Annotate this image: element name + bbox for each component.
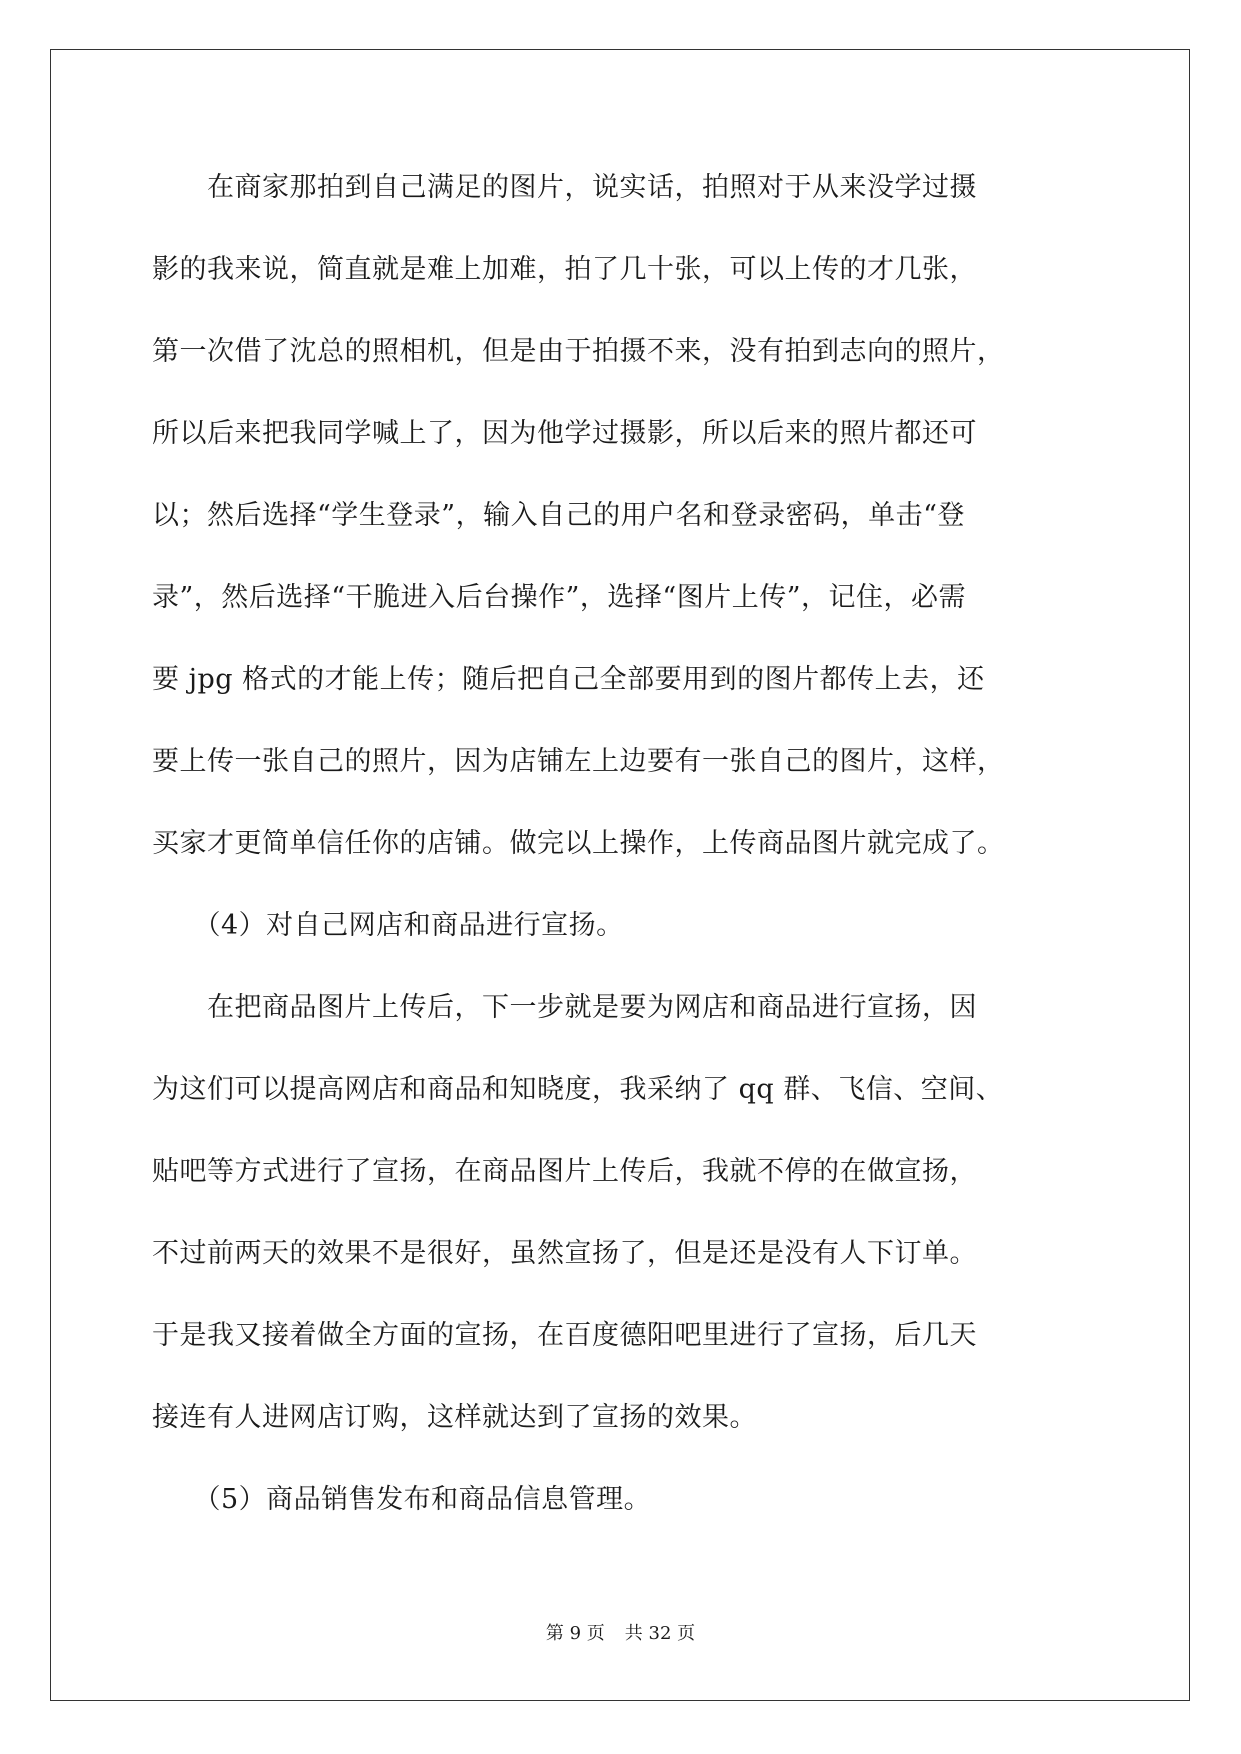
text-line: 在商家那拍到自己满足的图片，说实话，拍照对于从来没学过摄: [152, 172, 977, 203]
text-line: 接连有人进网店订购，这样就达到了宣扬的效果。: [152, 1402, 757, 1433]
text-line: 于是我又接着做全方面的宣扬，在百度德阳吧里进行了宣扬，后几天: [152, 1320, 977, 1351]
text-line: 不过前两天的效果不是很好，虽然宣扬了，但是还是没有人下订单。: [152, 1238, 977, 1269]
text-line: 影的我来说，简直就是难上加难，拍了几十张，可以上传的才几张，: [152, 254, 977, 285]
text-line: 要 jpg 格式的才能上传；随后把自己全部要用到的图片都传上去，还: [152, 664, 985, 695]
page-number: 第 9 页: [545, 1623, 605, 1644]
text-line: 买家才更简单信任你的店铺。做完以上操作，上传商品图片就完成了。: [152, 828, 1005, 859]
section-heading: （4）对自己网店和商品进行宣扬。: [152, 910, 624, 941]
text-line: 以；然后选择“学生登录”，输入自己的用户名和登录密码，单击“登: [152, 500, 965, 531]
page-border: [50, 49, 1190, 1701]
text-line: 所以后来把我同学喊上了，因为他学过摄影，所以后来的照片都还可: [152, 418, 977, 449]
text-line: 第一次借了沈总的照相机，但是由于拍摄不来，没有拍到志向的照片，: [152, 336, 1005, 367]
text-line: 要上传一张自己的照片，因为店铺左上边要有一张自己的图片，这样，: [152, 746, 1005, 777]
text-line: 在把商品图片上传后，下一步就是要为网店和商品进行宣扬，因: [152, 992, 977, 1023]
page-footer: [0, 1622, 1241, 1646]
section-heading: （5）商品销售发布和商品信息管理。: [152, 1484, 652, 1515]
text-line: 为这们可以提高网店和商品和知晓度，我采纳了 qq 群、飞信、空间、: [152, 1074, 1004, 1105]
total-pages: 共 32 页: [624, 1623, 696, 1644]
text-line: 贴吧等方式进行了宣扬，在商品图片上传后，我就不停的在做宣扬，: [152, 1156, 977, 1187]
text-line: 录”，然后选择“干脆进入后台操作”，选择“图片上传”，记住，必需: [152, 582, 967, 613]
